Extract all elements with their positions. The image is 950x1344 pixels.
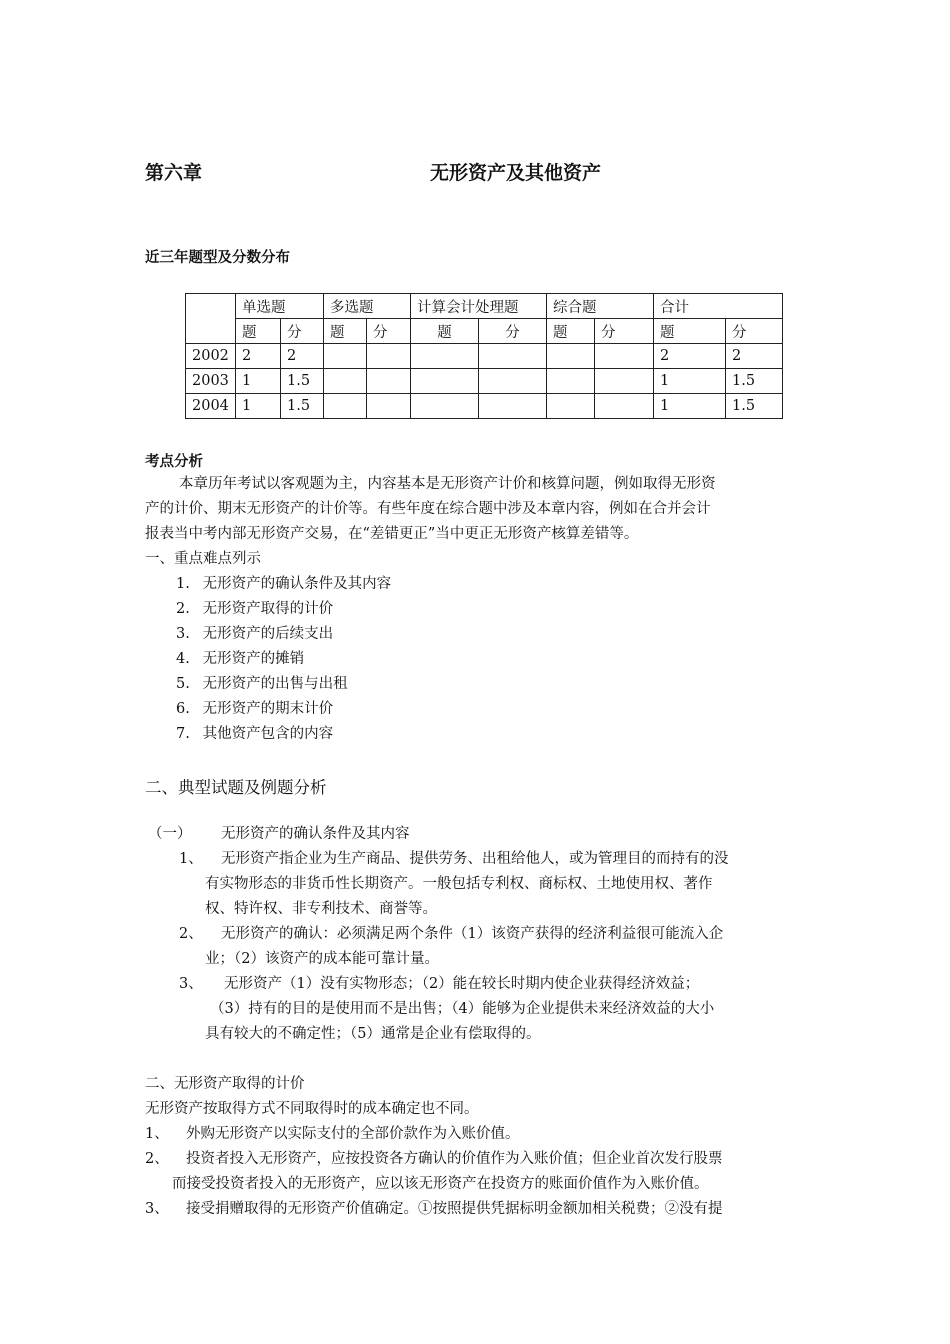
table-year-cell: 2002 <box>186 344 236 369</box>
table-cell <box>595 344 654 369</box>
score-section-title: 近三年题型及分数分布 <box>145 250 290 266</box>
table-cell <box>479 344 547 369</box>
list-item-text: 其他资产包含的内容 <box>202 726 334 742</box>
item-line: 而接受投资者投入的无形资产，应以该无形资产在投资方的账面价值作为入账价值。 <box>172 1176 709 1192</box>
table-corner-cell <box>186 294 236 344</box>
table-cell <box>324 344 367 369</box>
table-row <box>186 394 783 419</box>
item-number: 1、 <box>179 851 203 867</box>
list-item <box>176 622 333 647</box>
item-line: 接受捐赠取得的无形资产价值确定。①按照提供凭据标明金额加相关税费；②没有提 <box>186 1201 723 1217</box>
list-item <box>176 697 333 722</box>
table-cell: 2 <box>726 344 783 369</box>
table-group-header: 综合题 <box>547 294 654 319</box>
analysis-line: 产的计价、期末无形资产的计价等。有些年度在综合题中涉及本章内容，例如在合并会计 <box>145 501 711 517</box>
list-item <box>176 722 333 747</box>
table-cell <box>367 394 411 419</box>
list-item-text: 无形资产的期末计价 <box>202 701 334 717</box>
table-cell <box>547 369 595 394</box>
item-number: 2、 <box>145 1151 169 1167</box>
table-cell: 1.5 <box>726 394 783 419</box>
table-row <box>186 344 783 369</box>
table-subheader: 题 <box>236 319 281 344</box>
table-subheader: 分 <box>726 319 783 344</box>
table-cell <box>595 394 654 419</box>
table-year-cell: 2004 <box>186 394 236 419</box>
table-cell: 1.5 <box>281 369 324 394</box>
chapter-title: 无形资产及其他资产 <box>430 162 602 184</box>
table-cell <box>479 369 547 394</box>
list-item-text: 无形资产取得的计价 <box>202 601 334 617</box>
table-cell <box>324 369 367 394</box>
list-item-text: 无形资产的摊销 <box>202 651 305 667</box>
item-line: （3）持有的目的是使用而不是出售；（4）能够为企业提供未来经济效益的大小 <box>210 1001 715 1017</box>
table-subheader-row <box>186 319 783 344</box>
table-cell <box>411 369 479 394</box>
list-item-number: 5. <box>176 676 190 692</box>
table-cell: 2 <box>654 344 726 369</box>
sub1-label: （一） <box>148 826 192 842</box>
table-cell: 1 <box>654 394 726 419</box>
table-year-cell: 2003 <box>186 369 236 394</box>
score-table <box>185 293 783 419</box>
table-subheader: 分 <box>367 319 411 344</box>
sub1-title: 无形资产的确认条件及其内容 <box>221 826 410 842</box>
list-item-text: 无形资产的后续支出 <box>202 626 334 642</box>
table-cell: 1 <box>654 369 726 394</box>
list-item <box>176 572 391 597</box>
table-group-header: 多选题 <box>324 294 411 319</box>
table-cell: 2 <box>281 344 324 369</box>
section3-title: 二、无形资产取得的计价 <box>145 1076 305 1092</box>
list-item-text: 无形资产的确认条件及其内容 <box>202 576 392 592</box>
item-number: 3、 <box>145 1201 169 1217</box>
table-cell: 1 <box>236 394 281 419</box>
table-cell <box>595 369 654 394</box>
item-line: 外购无形资产以实际支付的全部价款作为入账价值。 <box>186 1126 520 1142</box>
table-header-row <box>186 294 783 319</box>
list-item-text: 无形资产的出售与出租 <box>202 676 348 692</box>
item-number: 2、 <box>179 926 203 942</box>
analysis-line: 报表当中考内部无形资产交易，在“差错更正”当中更正无形资产核算差错等。 <box>145 526 639 542</box>
list-item <box>176 597 333 622</box>
table-cell <box>547 344 595 369</box>
list-item <box>176 672 348 697</box>
table-cell: 1.5 <box>726 369 783 394</box>
table-row <box>186 369 783 394</box>
section2-title: 二、典型试题及例题分析 <box>145 778 327 797</box>
item-line: 业；（2）该资产的成本能可靠计量。 <box>205 951 439 967</box>
analysis-line: 本章历年考试以客观题为主，内容基本是无形资产计价和核算问题，例如取得无形资 <box>179 476 716 492</box>
section3-intro: 无形资产按取得方式不同取得时的成本确定也不同。 <box>145 1101 479 1117</box>
table-subheader: 分 <box>595 319 654 344</box>
key-points-title: 一、重点难点列示 <box>145 551 261 567</box>
table-cell: 1.5 <box>281 394 324 419</box>
item-line: 具有较大的不确定性；（5）通常是企业有偿取得的。 <box>205 1026 541 1042</box>
item-line: 无形资产的确认：必须满足两个条件（1）该资产获得的经济利益很可能流入企 <box>221 926 724 942</box>
item-line: 权、特许权、非专利技术、商誉等。 <box>205 901 437 917</box>
item-line: 无形资产（1）没有实物形态；（2）能在较长时期内使企业获得经济效益； <box>224 976 700 992</box>
table-cell: 2 <box>236 344 281 369</box>
list-item-number: 3. <box>176 626 190 642</box>
item-line: 投资者投入无形资产，应按投资各方确认的价值作为入账价值；但企业首次发行股票 <box>186 1151 723 1167</box>
table-subheader: 题 <box>411 319 479 344</box>
table-subheader: 分 <box>281 319 324 344</box>
table-subheader: 题 <box>547 319 595 344</box>
table-group-header: 计算会计处理题 <box>411 294 547 319</box>
table-cell <box>479 394 547 419</box>
item-line: 无形资产指企业为生产商品、提供劳务、出租给他人，或为管理目的而持有的没 <box>221 851 729 867</box>
table-cell <box>367 369 411 394</box>
table-group-header: 单选题 <box>236 294 324 319</box>
item-number: 3、 <box>179 976 203 992</box>
chapter-label: 第六章 <box>145 162 203 184</box>
item-line: 有实物形态的非货币性长期资产。一般包括专利权、商标权、土地使用权、著作 <box>205 876 713 892</box>
list-item <box>176 647 304 672</box>
list-item-number: 6. <box>176 701 190 717</box>
table-cell <box>547 394 595 419</box>
list-item-number: 7. <box>176 726 190 742</box>
table-cell <box>367 344 411 369</box>
table-group-header: 合计 <box>654 294 783 319</box>
list-item-number: 4. <box>176 651 190 667</box>
table-subheader: 分 <box>479 319 547 344</box>
table-cell <box>411 344 479 369</box>
item-number: 1、 <box>145 1126 169 1142</box>
analysis-title: 考点分析 <box>145 454 203 470</box>
table-subheader: 题 <box>654 319 726 344</box>
list-item-number: 2. <box>176 601 190 617</box>
table-cell <box>324 394 367 419</box>
list-item-number: 1. <box>176 576 190 592</box>
table-cell: 1 <box>236 369 281 394</box>
table-cell <box>411 394 479 419</box>
table-subheader: 题 <box>324 319 367 344</box>
